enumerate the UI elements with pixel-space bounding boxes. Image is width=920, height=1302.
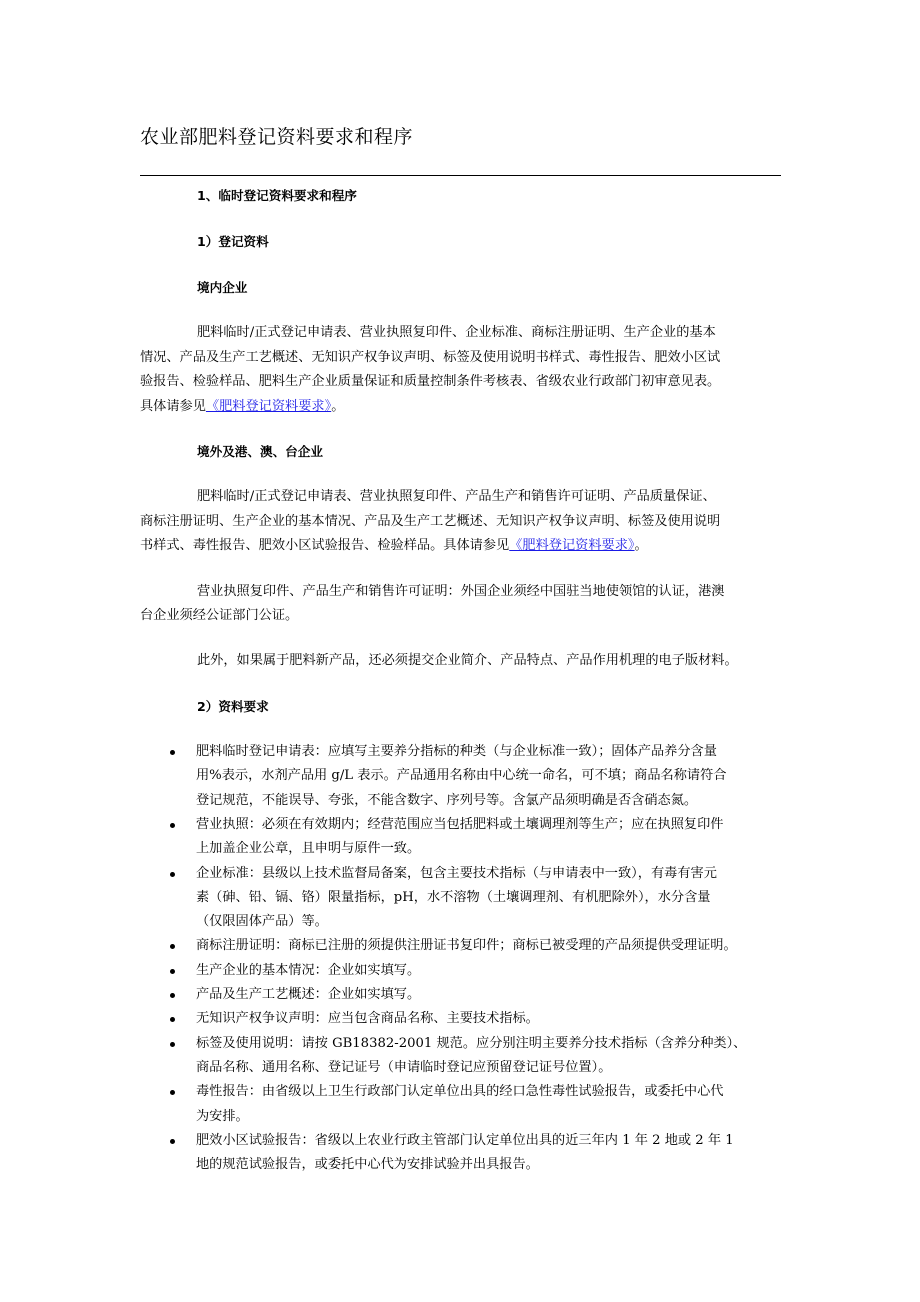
- bullet-icon: [170, 1139, 175, 1144]
- foreign-line: 商标注册证明、生产企业的基本情况、产品及生产工艺概述、无知识产权争议声明、标签及使用说明: [140, 514, 721, 529]
- fertilizer-requirements-link[interactable]: 《肥料登记资料要求》: [205, 399, 332, 414]
- requirement-line: 用%表示，水剂产品用 g/L 表示。产品通用名称由中心统一命名，可不填；商品名称请符合: [196, 768, 727, 784]
- subsection-heading: 1）登记资料: [197, 234, 269, 249]
- foreign-heading: 境外及港、澳、台企业: [197, 444, 323, 459]
- requirement-line: 标签及使用说明：请按 GB18382-2001 规范。应分别注明主要养分技术指标（含养分种类）、: [196, 1035, 747, 1051]
- section-heading: 1、临时登记资料要求和程序: [197, 188, 357, 203]
- foreign-note-line: 营业执照复印件、产品生产和销售许可证明：外国企业须经中国驻当地使领馆的认证，港澳: [197, 584, 725, 599]
- requirement-line: 肥料临时登记申请表：应填写主要养分指标的种类（与企业标准一致）；固体产品养分含量: [196, 744, 717, 759]
- reference-prefix: 具体请参见: [140, 399, 206, 414]
- domestic-line: 验报告、检验样品、肥料生产企业质量保证和质量控制条件考核表、省级农业行政部门初审意见表。: [140, 374, 721, 389]
- subsection-heading: 2）资料要求: [197, 699, 269, 714]
- requirement-line: 肥效小区试验报告：省级以上农业行政主管部门认定单位出具的近三年内 1 年 2 地或 2 年 1: [196, 1132, 734, 1148]
- requirement-line: 登记规范，不能误导、夸张，不能含数字、序列号等。含氯产品须明确是否含硝态氮。: [196, 792, 698, 808]
- foreign-note-line: 台企业须经公证部门公证。: [140, 608, 299, 623]
- requirement-line: 地的规范试验报告，或委托中心代为安排试验并出具报告。: [196, 1157, 539, 1173]
- fertilizer-requirements-link[interactable]: 《肥料登记资料要求》: [509, 538, 635, 553]
- requirement-line: 素（砷、铅、镉、铬）限量指标，pH，水不溶物（土壤调理剂、有机肥除外），水分含量: [196, 889, 711, 905]
- bullet-icon: [170, 750, 175, 755]
- bullet-icon: [170, 1017, 175, 1022]
- reference-suffix: 。: [634, 538, 648, 553]
- requirement-line: 商品名称、通用名称、登记证号（申请临时登记应预留登记证号位置）。: [196, 1059, 612, 1075]
- bullet-icon: [170, 823, 175, 828]
- bullet-icon: [170, 1090, 175, 1095]
- requirement-line: 产品及生产工艺概述：企业如实填写。: [196, 987, 421, 1002]
- requirement-line: 为安排。: [196, 1108, 249, 1124]
- page-title: 农业部肥料登记资料要求和程序: [140, 126, 414, 148]
- requirement-line: 上加盖企业公章，且申明与原件一致。: [196, 841, 421, 857]
- foreign-line: 肥料临时/正式登记申请表、营业执照复印件、产品生产和销售许可证明、产品质量保证、: [197, 489, 716, 504]
- domestic-line: 肥料临时/正式登记申请表、营业执照复印件、企业标准、商标注册证明、生产企业的基本: [197, 325, 716, 340]
- bullet-icon: [170, 944, 175, 949]
- requirement-line: 营业执照：必须在有效期内；经营范围应当包括肥料或土壤调理剂等生产；应在执照复印件: [196, 816, 724, 832]
- foreign-reference: [140, 534, 648, 558]
- requirement-line: 毒性报告：由省级以上卫生行政部门认定单位出具的经口急性毒性试验报告，或委托中心代: [196, 1084, 724, 1100]
- domestic-reference: [140, 395, 344, 419]
- requirement-line: 企业标准：县级以上技术监督局备案，包含主要技术指标（与申请表中一致），有毒有害元: [196, 865, 717, 881]
- bullet-icon: [170, 993, 175, 998]
- reference-prefix: 书样式、毒性报告、肥效小区试验报告、检验样品。具体请参见: [140, 538, 510, 553]
- new-product-note: 此外，如果属于肥料新产品，还必须提交企业简介、产品特点、产品作用机理的电子版材料。: [197, 653, 738, 668]
- requirement-line: 生产企业的基本情况：企业如实填写。: [196, 962, 421, 978]
- title-divider: [140, 175, 781, 176]
- bullet-icon: [170, 872, 175, 877]
- domestic-heading: 境内企业: [197, 280, 248, 295]
- requirement-line: 无知识产权争议声明：应当包含商品名称、主要技术指标。: [196, 1011, 539, 1027]
- requirement-line: （仅限固体产品）等。: [196, 914, 328, 930]
- domestic-line: 情况、产品及生产工艺概述、无知识产权争议声明、标签及使用说明书样式、毒性报告、肥效小区试: [140, 350, 721, 365]
- reference-suffix: 。: [331, 399, 345, 414]
- requirement-line: 商标注册证明：商标已注册的须提供注册证书复印件；商标已被受理的产品须提供受理证明。: [196, 938, 737, 954]
- bullet-icon: [170, 969, 175, 974]
- bullet-icon: [170, 1042, 175, 1047]
